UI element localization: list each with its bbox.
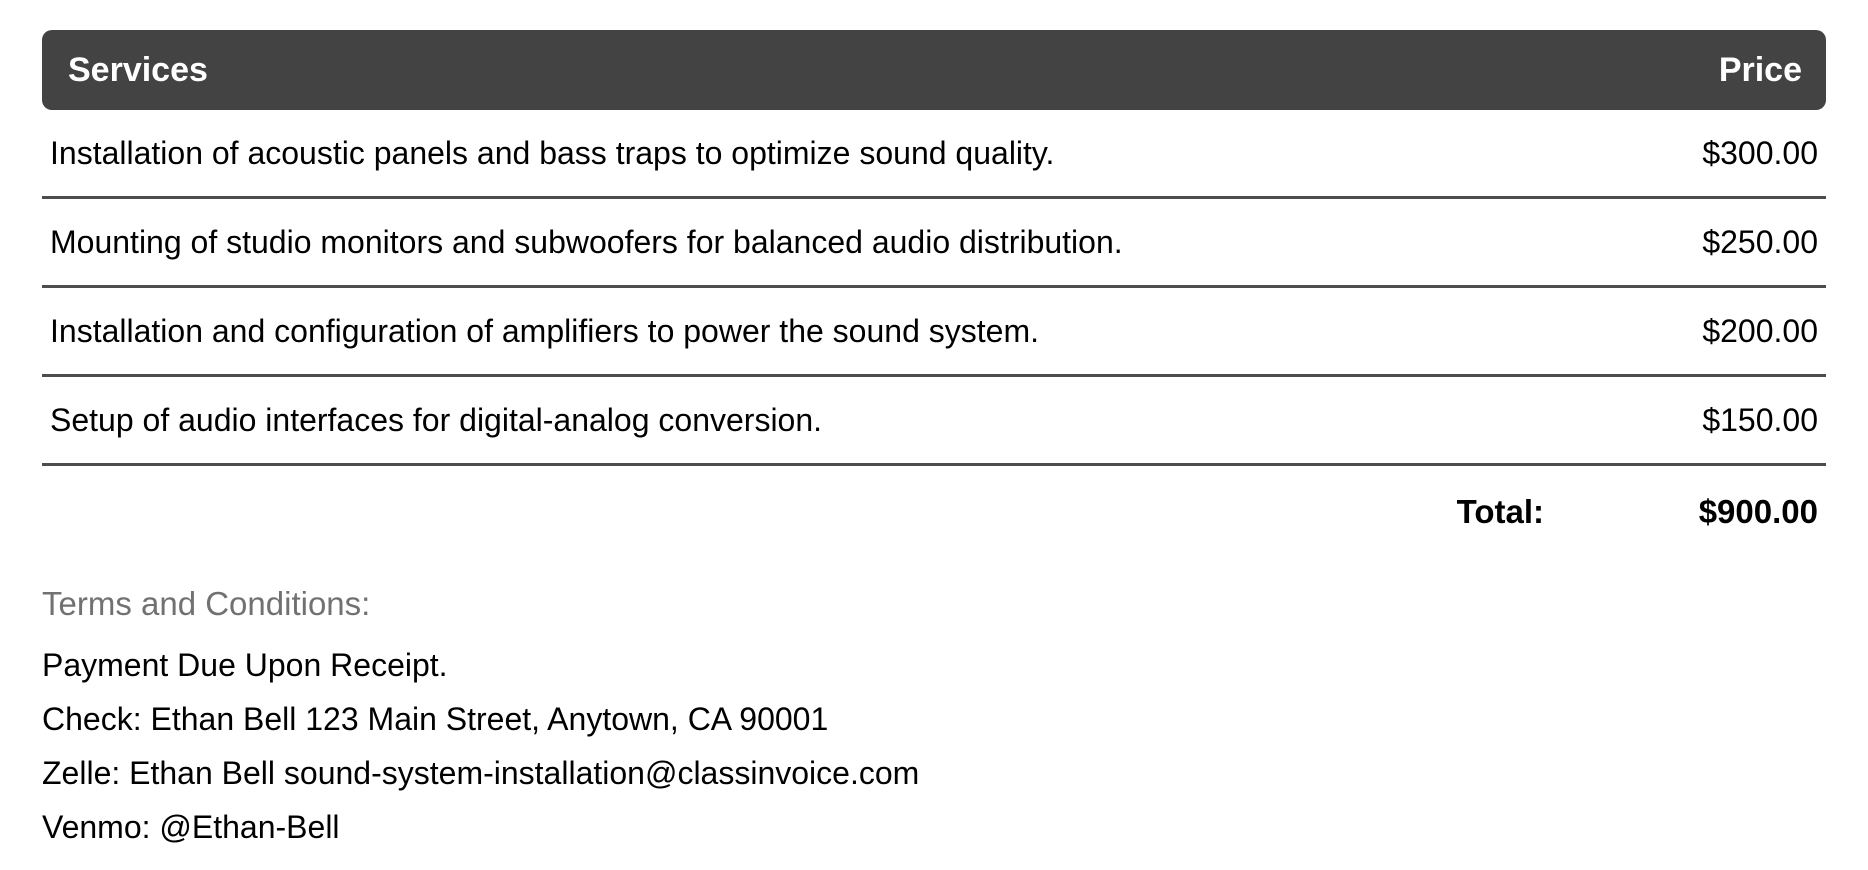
service-description: Installation of acoustic panels and bass traps to optimize sound quality. <box>42 110 1602 199</box>
terms-line: Zelle: Ethan Bell sound-system-installation@classinvoice.com <box>42 755 920 791</box>
table-row <box>42 110 1826 199</box>
table-row <box>42 199 1826 288</box>
terms-section <box>42 584 1826 854</box>
table-header-row <box>42 30 1826 110</box>
service-description: Mounting of studio monitors and subwoofers for balanced audio distribution. <box>42 199 1602 288</box>
table-row <box>42 288 1826 377</box>
column-header-services: Services <box>42 30 1602 110</box>
service-description: Setup of audio interfaces for digital-analog conversion. <box>42 377 1602 466</box>
column-header-price: Price <box>1602 30 1826 110</box>
terms-heading: Terms and Conditions: <box>42 585 371 622</box>
terms-lines <box>42 638 1826 854</box>
service-price: $200.00 <box>1602 288 1826 377</box>
service-price: $150.00 <box>1602 377 1826 466</box>
terms-line: Payment Due Upon Receipt. <box>42 647 448 683</box>
terms-line: Venmo: @Ethan-Bell <box>42 809 340 845</box>
terms-line: Check: Ethan Bell 123 Main Street, Anytown, CA 90001 <box>42 701 829 737</box>
total-label: Total: <box>1456 493 1544 530</box>
total-value: $900.00 <box>1698 493 1818 530</box>
table-row <box>42 377 1826 466</box>
services-table <box>42 30 1826 532</box>
service-description: Installation and configuration of amplifiers to power the sound system. <box>42 288 1602 377</box>
service-price: $300.00 <box>1602 110 1826 199</box>
total-row <box>42 466 1826 532</box>
service-price: $250.00 <box>1602 199 1826 288</box>
